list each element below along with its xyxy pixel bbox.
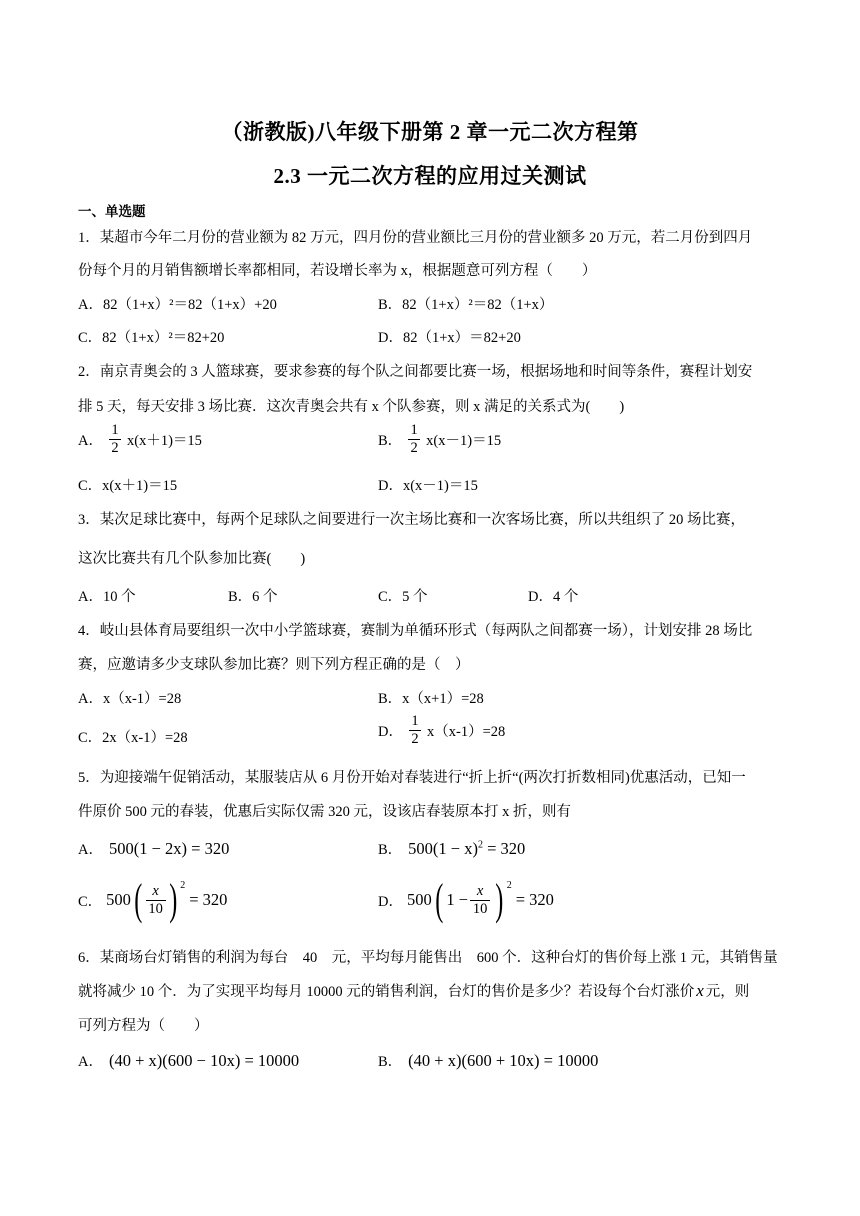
q2-option-a-label: A． [78, 432, 103, 449]
q5-option-d-coefficient: 500 [406, 890, 432, 909]
q6-option-a-math: (40 + x)(600 − 10x) = 10000 [108, 1050, 300, 1070]
q5-option-c-coefficient: 500 [106, 890, 131, 909]
q2-option-a-fraction [109, 422, 121, 456]
q4-stem-line1: 4．岐山县体育局要组织一次中小学篮球赛，赛制为单循环形式（每两队之间都赛一场），计划安排 28 场比 [78, 623, 753, 639]
q5-option-c [78, 875, 228, 924]
q2-stem-line2: 排 5 天，每天安排 3 场比赛．这次青奥会共有 x 个队参赛，则 x 满足的关系式为( ) [78, 399, 625, 415]
fraction-denominator: 2 [111, 439, 119, 456]
q1-option-c: C．82（1+x）²＝82+20 [78, 330, 225, 346]
q4-option-a: A．x（x-1）=28 [78, 691, 182, 707]
q6-option-a [78, 1050, 299, 1071]
q3-option-d: D．4 个 [528, 589, 579, 605]
q2-option-c: C．x(x＋1)＝15 [78, 478, 178, 494]
q5-option-a-math: 500(1 − 2x) = 320 [108, 838, 230, 858]
q2-option-a-expression: x(x＋1)＝15 [126, 432, 202, 449]
q5-option-c-label: C． [78, 893, 103, 910]
q3-option-a: A．10 个 [78, 589, 136, 605]
q4-option-d-expression: x（x-1）=28 [426, 723, 506, 740]
q5-option-d-label: D． [378, 893, 403, 910]
q4-stem-line2: 赛，应邀请多少支球队参加比赛？则下列方程正确的是（ ） [78, 657, 470, 673]
q1-stem-line2: 份每个月的月销售额增长率都相同，若设增长率为 x，根据题意可列方程（ ） [78, 263, 597, 279]
q3-option-c: C．5 个 [378, 589, 428, 605]
document-title-line1: （浙教版)八年级下册第 2 章一元二次方程第 [221, 120, 639, 144]
q5-option-c-exponent: 2 [180, 880, 186, 891]
q5-option-b-label: B． [378, 842, 403, 858]
q5-option-d [378, 875, 554, 924]
fraction-numerator: x [152, 883, 159, 899]
q5-option-b-exponent: 2 [477, 839, 483, 850]
q1-option-d: D．82（1+x）＝82+20 [378, 330, 521, 346]
q5-option-d-one-minus: 1 − [446, 890, 469, 909]
q6-option-b-math: (40 + x)(600 + 10x) = 10000 [408, 1050, 599, 1070]
fraction-denominator: 2 [410, 439, 418, 456]
right-paren-large: ) [168, 875, 177, 924]
q6-option-b-label: B． [378, 1054, 403, 1070]
q6-variable: x [696, 981, 704, 1000]
q5-stem-line1: 5．为迎接端午促销活动，某服装店从 6 月份开始对春装进行“折上折“(两次打折数相同)优惠活动，已知一 [78, 770, 746, 786]
q5-option-b-math [408, 839, 525, 859]
fraction-numerator: 1 [410, 422, 418, 438]
document-title-line2: 2.3 一元二次方程的应用过关测试 [273, 164, 587, 188]
left-paren-large: ( [435, 875, 444, 924]
q3-stem-line1: 3．某次足球比赛中，每两个足球队之间要进行一次主场比赛和一次客场比赛，所以共组织了 20 场比赛， [78, 512, 745, 528]
q5-option-c-fraction [146, 883, 166, 917]
right-paren-large: ) [495, 875, 504, 924]
q6-stem-line2-end: 元，则 [705, 984, 750, 1000]
q3-option-b: B．6 个 [228, 589, 278, 605]
q2-option-d: D．x(x－1)＝15 [378, 478, 478, 494]
q2-stem-line1: 2．南京青奥会的 3 人篮球赛，要求参赛的每个队之间都要比赛一场，根据场地和时间等条件，赛程计划安 [78, 364, 753, 380]
fraction-denominator: 2 [411, 730, 419, 747]
q2-option-b-expression: x(x－1)＝15 [426, 432, 502, 449]
q1-option-a: A．82（1+x）²＝82（1+x）+20 [78, 297, 277, 313]
fraction-numerator: 1 [111, 422, 119, 438]
q5-option-c-rhs: = 320 [189, 890, 228, 909]
q5-option-b [378, 838, 525, 859]
fraction-numerator: x [476, 883, 484, 899]
q5-option-a [78, 838, 229, 859]
q5-option-d-exponent: 2 [506, 880, 512, 891]
q5-option-d-rhs: = 320 [515, 890, 554, 909]
q3-stem-line2: 这次比赛共有几个队参加比赛( ) [78, 551, 306, 567]
q6-option-b [378, 1050, 598, 1071]
fraction-numerator: 1 [411, 713, 419, 729]
q4-option-d [378, 713, 505, 747]
q1-option-b: B．82（1+x）²＝82（1+x） [378, 297, 554, 313]
q5-stem-line2: 件原价 500 元的春装，优惠后实际仅需 320 元，设该店春装原本打 x 折，则有 [78, 804, 571, 820]
q5-option-d-fraction [470, 883, 490, 917]
q4-option-c: C．2x（x-1）=28 [78, 730, 188, 746]
q5-option-b-math-rhs: = 320 [482, 838, 526, 858]
q6-stem-line2-text: 就将减少 10 个．为了实现平均每月 10000 元的销售利润，台灯的售价是多少？若设每个台灯涨价 [78, 984, 695, 1000]
q6-stem-line2 [78, 980, 749, 1001]
q2-option-b-fraction [408, 422, 420, 456]
q4-option-b: B．x（x+1）=28 [378, 691, 484, 707]
q5-option-a-label: A． [78, 842, 103, 858]
q6-stem-line3: 可列方程为（ ） [78, 1018, 209, 1034]
q4-option-d-label: D． [378, 723, 403, 740]
fraction-denominator: 10 [148, 900, 163, 917]
q5-option-b-math-base: 500(1 − x) [408, 838, 478, 858]
q4-option-d-fraction [409, 713, 421, 747]
q2-option-b [378, 422, 501, 456]
q6-option-a-label: A． [78, 1054, 103, 1070]
q1-stem-line1: 1．某超市今年二月份的营业额为 82 万元，四月份的营业额比三月份的营业额多 20 万元，若二月份到四月 [78, 230, 753, 246]
fraction-denominator: 10 [472, 900, 488, 917]
q2-option-b-label: B． [378, 432, 403, 449]
section-heading: 一、单选题 [78, 204, 146, 219]
left-paren-large: ( [134, 875, 143, 924]
q6-stem-line1: 6．某商场台灯销售的利润为每台 40 元，平均每月能售出 600 个．这种台灯的售价每上涨 1 元，其销售量 [78, 950, 778, 966]
q2-option-a [78, 422, 202, 456]
